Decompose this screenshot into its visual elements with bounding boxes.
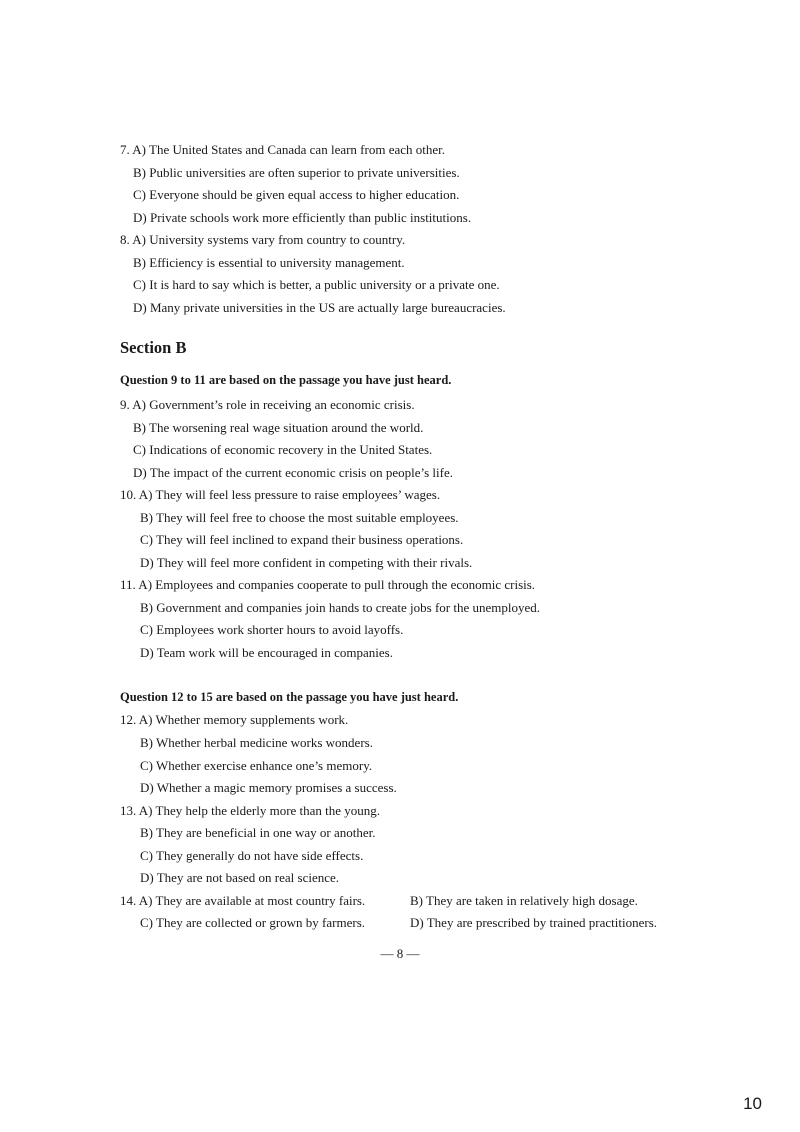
q8-option-a: 8. A) University systems vary from country to country.	[120, 232, 406, 247]
q9-option-c: C) Indications of economic recovery in the United States.	[133, 442, 433, 457]
q13-option-b: B) They are beneficial in one way or another.	[140, 825, 376, 840]
page-number: 10	[743, 1094, 762, 1113]
q13-option-c: C) They generally do not have side effects.	[140, 848, 364, 863]
q14-option-a: 14. A) They are available at most country fairs.	[120, 893, 366, 908]
q10-option-d: D) They will feel more confident in competing with their rivals.	[140, 555, 473, 570]
q12-option-b: B) Whether herbal medicine works wonders.	[140, 735, 373, 750]
q11-option-d: D) Team work will be encouraged in companies.	[140, 645, 393, 660]
q11-option-c: C) Employees work shorter hours to avoid layoffs.	[140, 622, 404, 637]
q14-option-c: C) They are collected or grown by farmers.	[140, 915, 366, 930]
q8-option-b: B) Efficiency is essential to university management.	[133, 255, 405, 270]
q10-option-a: 10. A) They will feel less pressure to raise employees’ wages.	[120, 487, 441, 502]
q7-option-b: B) Public universities are often superior to private universities.	[133, 165, 460, 180]
page-footer: — 8 —	[380, 946, 420, 961]
q8-option-c: C) It is hard to say which is better, a public university or a private one.	[133, 277, 500, 292]
q11-option-a: 11. A) Employees and companies cooperate to pull through the economic crisis.	[120, 577, 536, 592]
q12-option-a: 12. A) Whether memory supplements work.	[120, 712, 349, 727]
q7-option-c: C) Everyone should be given equal access to higher education.	[133, 187, 460, 202]
section-b-heading: Section B	[120, 338, 187, 357]
q13-option-d: D) They are not based on real science.	[140, 870, 340, 885]
q7-option-d: D) Private schools work more efficiently than public institutions.	[133, 210, 472, 225]
q12-option-d: D) Whether a magic memory promises a success.	[140, 780, 397, 795]
q12-option-c: C) Whether exercise enhance one’s memory.	[140, 758, 373, 773]
q14-option-d: D) They are prescribed by trained practitioners.	[410, 915, 658, 930]
q14-option-b: B) They are taken in relatively high dosage.	[410, 893, 638, 908]
section-b-intro-12-15: Question 12 to 15 are based on the passage you have just heard.	[120, 690, 459, 704]
q13-option-a: 13. A) They help the elderly more than the young.	[120, 803, 381, 818]
q9-option-b: B) The worsening real wage situation around the world.	[133, 420, 424, 435]
q11-option-b: B) Government and companies join hands to create jobs for the unemployed.	[140, 600, 541, 615]
q9-option-d: D) The impact of the current economic crisis on people’s life.	[133, 465, 453, 480]
q8-option-d: D) Many private universities in the US are actually large bureaucracies.	[133, 300, 506, 315]
section-b-intro-9-11: Question 9 to 11 are based on the passage you have just heard.	[120, 373, 452, 387]
q9-option-a: 9. A) Government’s role in receiving an economic crisis.	[120, 397, 415, 412]
q7-option-a: 7. A) The United States and Canada can learn from each other.	[120, 142, 446, 157]
q10-option-b: B) They will feel free to choose the most suitable employees.	[140, 510, 459, 525]
q10-option-c: C) They will feel inclined to expand their business operations.	[140, 532, 464, 547]
